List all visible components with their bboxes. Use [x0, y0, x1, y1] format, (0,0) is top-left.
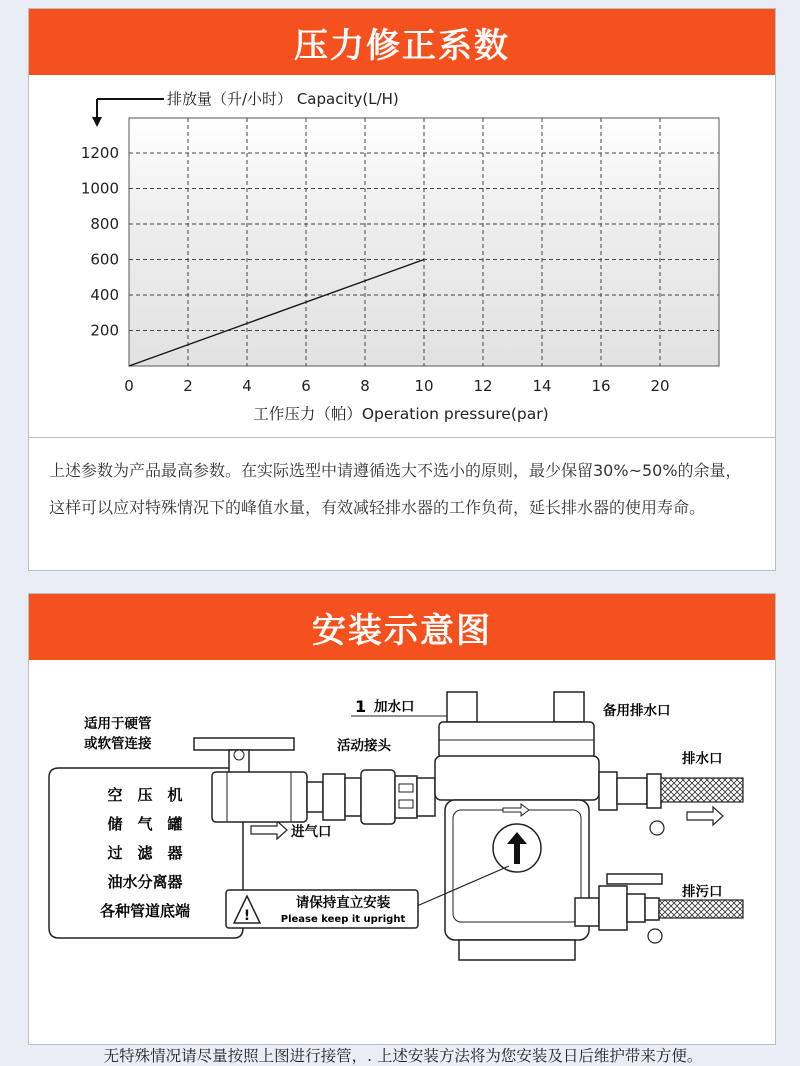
section-title: 压力修正系数	[29, 9, 775, 75]
drain-outlet-pipe	[599, 772, 743, 835]
warning-text-en: Please keep it upright	[280, 914, 406, 925]
installation-note: 无特殊情况请尽量按照上图进行接管，. 上述安装方法将为您安装及日后维护带来方便。	[103, 1047, 703, 1065]
pipe-label-2: 或软管连接	[84, 736, 152, 752]
y-tick-label: 200	[90, 321, 119, 340]
x-tick-label: 0	[124, 377, 134, 395]
x-tick-label: 4	[242, 377, 252, 395]
x-tick-labels	[124, 377, 669, 395]
drain-arrow-icon	[687, 807, 723, 825]
union-fitting	[307, 770, 435, 824]
fill-number: 1	[355, 697, 367, 716]
y-tick-labels	[81, 144, 119, 340]
source-item: 空 压 机	[107, 786, 183, 804]
source-item: 油水分离器	[107, 873, 183, 891]
svg-text:!: !	[243, 908, 251, 924]
section-title-2: 安装示意图	[29, 594, 775, 660]
installation-panel	[28, 593, 776, 1065]
warning-text-cn: 请保持直立安装	[295, 895, 391, 911]
pipe-label-1: 适用于硬管	[84, 716, 152, 732]
pressure-correction-panel	[28, 8, 776, 571]
capacity-chart	[29, 75, 775, 435]
union-label: 活动接头	[337, 738, 391, 754]
x-tick-label: 2	[183, 377, 193, 395]
source-item: 各种管道底端	[99, 902, 191, 920]
x-tick-label: 12	[473, 377, 493, 395]
y-tick-label: 800	[90, 215, 119, 233]
y-axis-label: 排放量（升/小时） Capacity(L/H)	[167, 90, 399, 108]
inlet-label: 进气口	[291, 824, 332, 840]
chart-svg	[29, 75, 775, 435]
inlet-arrow-icon	[251, 821, 287, 839]
source-item: 过 滤 器	[107, 844, 183, 862]
x-axis-label: 工作压力（帕）Operation pressure(par)	[253, 405, 549, 423]
x-tick-label: 20	[650, 377, 670, 395]
y-axis-arrow-icon	[97, 99, 164, 119]
source-item: 储 气 罐	[107, 815, 183, 833]
x-tick-label: 16	[591, 377, 611, 395]
installation-diagram	[29, 660, 775, 1065]
x-tick-label: 6	[301, 377, 311, 395]
spare-drain-label: 备用排水口	[603, 703, 671, 719]
drain-label: 排水口	[682, 751, 723, 767]
diagram-svg	[29, 660, 775, 1045]
y-tick-label: 1000	[80, 179, 119, 198]
fill-label: 加水口	[374, 699, 415, 715]
y-tick-label: 1200	[80, 144, 119, 162]
y-tick-label: 400	[90, 286, 119, 304]
x-tick-label: 10	[414, 377, 434, 395]
x-tick-label: 8	[360, 377, 370, 395]
description-text: 上述参数为产品最高参数。在实际选型中请遵循选大不选小的原则，最少保留30%~50%的余量，这样可以应对特殊情况下的峰值水量，有效减轻排水器的工作负荷，延长排水器的使用寿命。	[29, 437, 775, 571]
y-axis-arrowhead	[92, 117, 102, 127]
y-tick-label: 600	[90, 250, 119, 269]
blowdown-label: 排污口	[682, 884, 723, 900]
x-tick-label: 14	[532, 377, 552, 395]
